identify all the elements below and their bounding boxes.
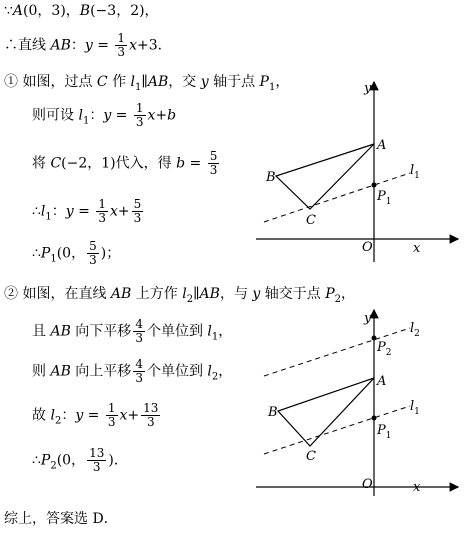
fraction-thirteen-thirds [87,447,106,474]
line-assume-l1 [32,102,176,131]
subscript: 2 [50,460,57,472]
therefore-symbol: ∴ [32,452,41,469]
label-c: C [306,449,316,464]
point-p1-dot [372,183,377,188]
x-axis-label: x [413,241,421,256]
denominator: 3 [117,45,126,59]
line-conclusion [4,509,118,529]
numerator: 5 [133,197,142,211]
point-a-coord: (0，3)， [23,3,80,19]
label-origin: O [362,240,373,255]
text: 轴于点 [208,74,260,90]
var-y: y [200,74,209,90]
line-l-label: l [207,323,212,340]
line-l1-equation [32,198,145,227]
text: (0， [56,452,86,469]
point-a-label: A [12,3,24,19]
triangle-abc [276,144,374,209]
ab-label: AB [110,286,132,302]
text: ，与 [219,286,253,302]
text: 个单位到 [146,363,208,380]
colon: ： [89,107,104,124]
subscript: 2 [334,293,342,305]
denominator: 3 [135,331,143,345]
text: 作 [107,74,131,90]
line-l2-equation [32,402,162,431]
plus: + [127,407,140,424]
var-y: y [65,203,74,220]
line-l-label: l [40,203,46,220]
text: 且 [32,323,51,340]
point-b-label: B [79,3,91,19]
subscript: 1 [50,253,57,265]
line-p2-coord [32,447,128,476]
l-text: l [410,321,415,336]
text: (0， [56,245,86,262]
label-b: B [268,405,278,420]
colon: ： [51,203,66,220]
line-case-one-intro [4,72,289,98]
line-substitute-c [32,150,221,177]
point-p-label: P [40,245,51,262]
numerator: 13 [143,401,159,415]
numerator: 5 [89,239,97,253]
equals: = [92,37,114,54]
triangle-abc [278,378,374,446]
var-x: x [109,203,118,220]
label-a: A [377,138,387,153]
denominator: 3 [107,415,116,429]
denominator: 3 [135,115,144,129]
line-p1-coord [32,240,120,269]
text: 如图，过点 [18,74,97,90]
parallel-symbol: ∥ [193,286,200,302]
text: )； [100,245,121,262]
ab-label: AB [199,286,220,302]
figure-one [250,70,470,270]
therefore-symbol: ∴ [32,245,41,262]
p-subscript: 1 [385,431,392,441]
text: ， [218,323,233,340]
point-c-label: C [96,74,108,90]
p-text: P [377,423,386,438]
colon: ： [61,407,76,424]
colon: ： [70,37,85,54]
var-y: y [252,286,261,302]
p-text: P [377,189,386,204]
because-symbol: ∵ [4,3,13,19]
label-p1 [376,423,391,441]
var-y: y [103,107,112,124]
text: ，交 [168,74,201,90]
ab-label: AB [50,323,71,340]
text: 直线 [18,37,51,54]
fraction-thirteen-thirds [141,402,160,429]
equals: = [185,155,206,172]
subscript: 2 [54,415,62,427]
point-p-label: P [325,286,335,302]
denominator: 3 [98,211,106,225]
circle-number-one: ① [4,74,18,90]
line-l-label: l [130,74,136,90]
label-p1 [376,189,391,207]
fraction-four-thirds [133,318,145,345]
ab-label: AB [50,37,71,54]
label-a: A [377,374,387,389]
line-shift-up [32,358,232,387]
point-p2-dot [372,336,377,341]
tail: +3． [136,37,172,54]
p-subscript: 1 [385,197,392,207]
equals: = [111,107,132,124]
l-subscript: 1 [414,407,420,417]
fraction-five-thirds [132,198,144,225]
line-shift-down [32,318,232,347]
fraction-one-third [115,32,127,59]
label-c: C [306,213,316,228]
text: (−2，1)代入，得 [61,155,177,172]
point-b-coord: (−3，2)， [90,3,159,19]
y-axis-label: y [364,81,372,96]
text: ， [275,74,290,90]
subscript: 2 [186,293,194,305]
denominator: 3 [133,211,142,225]
text: 故 [32,407,51,424]
text: 轴交于点 [260,286,326,302]
numerator: 13 [89,446,105,460]
text: 向下平移 [70,323,132,340]
subscript: 1 [268,81,276,93]
parallel-symbol: ∥ [141,74,148,90]
var-x: x [119,407,128,424]
fraction-one-third [106,402,118,429]
point-p1-dot [372,416,377,421]
subscript: 1 [135,81,142,93]
point-p-label: P [259,74,269,90]
ab-label: AB [50,363,71,380]
equals: = [83,407,104,424]
fraction-four-thirds [133,358,145,385]
numerator: 4 [135,357,143,371]
line-l-label: l [182,286,187,302]
line-ab-equation [4,32,172,59]
x-axis-label: x [413,480,421,495]
text: )． [108,452,128,469]
text: 将 [32,155,51,172]
text: ， [218,363,233,380]
p-text: P [377,340,386,355]
label-l1 [410,163,420,181]
l-subscript: 1 [414,171,420,181]
denominator: 3 [135,371,143,385]
y-axis-label: y [364,311,372,326]
text: 如图，在直线 [18,286,111,302]
text: ， [341,286,356,302]
var-x: x [147,107,156,124]
label-origin: O [362,477,373,492]
figure-two [250,298,470,498]
l-text: l [410,399,415,414]
subscript: 1 [45,211,52,223]
ab-label: AB [147,74,169,90]
label-l1 [410,399,420,417]
numerator: 5 [209,149,218,163]
label-b: B [266,170,276,185]
numerator: 1 [107,401,116,415]
text: 向上平移 [70,363,132,380]
line-l-label: l [78,107,83,124]
point-c-label: C [50,155,62,172]
label-l2 [410,321,420,339]
l-subscript: 2 [414,329,420,339]
fraction-five-thirds [208,150,220,177]
numerator: 1 [135,101,144,115]
fraction-one-third [134,102,146,129]
therefore-symbol: ∴ [32,203,41,220]
line-l1-dashed [264,406,410,454]
line-given-points [4,1,159,21]
var-b: b [167,107,177,124]
numerator: 1 [117,31,126,45]
subscript: 1 [211,331,219,343]
var-y: y [84,37,93,54]
point-p-label: P [40,452,51,469]
fraction-one-third [96,198,108,225]
var-y: y [75,407,84,424]
l-text: l [410,163,415,178]
subscript: 2 [211,371,219,383]
text: 则 [32,363,51,380]
denominator: 3 [209,163,218,177]
circle-number-two: ② [4,286,18,302]
numerator: 1 [98,197,106,211]
text: 个单位到 [146,323,208,340]
conclusion-text: 综上，答案选 D． [4,511,118,527]
plus: + [117,203,130,220]
var-b: b [176,155,186,172]
fraction-five-thirds [87,240,99,267]
line-l-label: l [207,363,212,380]
text: 上方作 [131,286,183,302]
subscript: 1 [82,115,90,127]
therefore-symbol: ∴ [4,37,18,54]
denominator: 3 [146,415,155,429]
label-p2 [376,340,391,358]
equals: = [73,203,95,220]
denominator: 3 [89,253,97,267]
text: 则可设 [32,107,79,124]
denominator: 3 [92,460,101,474]
plus: + [155,107,168,124]
line-l-label: l [50,407,55,424]
p-subscript: 2 [385,348,392,358]
numerator: 4 [135,317,143,331]
var-x: x [129,37,137,54]
